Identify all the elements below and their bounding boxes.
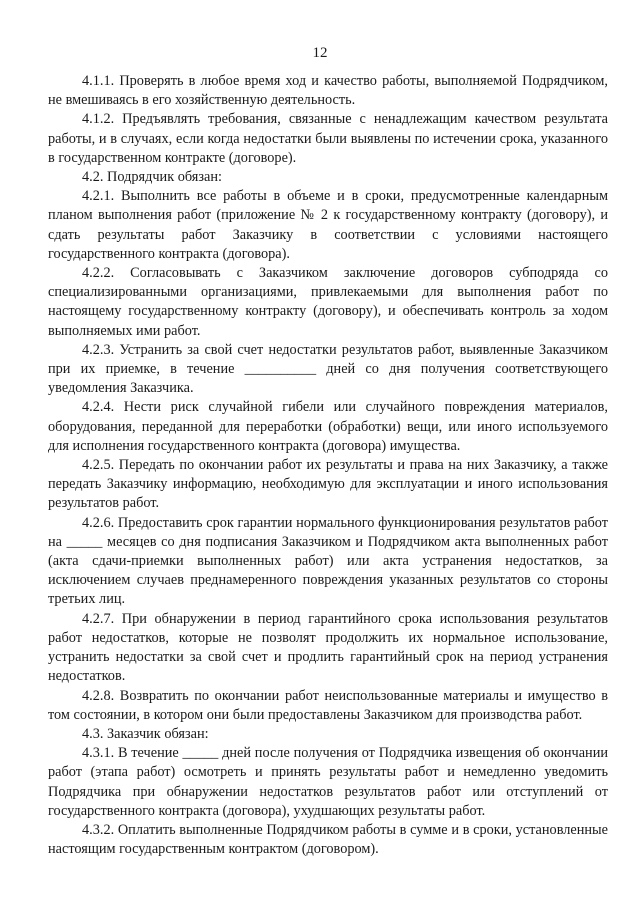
clause-4-3-2: 4.3.2. Оплатить выполненные Подрядчиком работы в сумме и в сроки, установленные настоящим государственным контрактом (договором).	[48, 821, 608, 858]
clause-4-2-heading: 4.2. Подрядчик обязан:	[82, 169, 222, 186]
clause-4-2-1: 4.2.1. Выполнить все работы в объеме и в сроки, предусмотренные календарным планом выполнения работ (приложение № 2 к государственному контракту (договору), и сдать результаты работ Заказчику в соответствии с условиями настоящего государственного контракта (договора).	[48, 188, 608, 262]
clause-4-1-2: 4.1.2. Предъявлять требования, связанные с ненадлежащим качеством результата работы, и в случаях, если когда недостатки были выявлены по истечении срока, указанного в государственном контракте (договоре).	[48, 111, 608, 166]
clause-4-2-4: 4.2.4. Нести риск случайной гибели или случайного повреждения материалов, оборудования, переданной для переработки (обработки) вещи, или иного используемого для исполнения государственного контракта (договора) имущества.	[48, 399, 608, 454]
document-body	[48, 72, 608, 859]
clause-4-3-heading: 4.3. Заказчик обязан:	[82, 725, 209, 742]
clause-4-2-5: 4.2.5. Передать по окончании работ их результаты и права на них Заказчику, а также передать Заказчику информацию, необходимую для эксплуатации и иного использования результатов работ.	[48, 457, 608, 512]
clause-4-2-8: 4.2.8. Возвратить по окончании работ неиспользованные материалы и имущество в том состоянии, в котором они были предоставлены Заказчиком для производства работ.	[48, 687, 608, 723]
page-number: 12	[312, 45, 328, 61]
clause-4-2-6: 4.2.6. Предоставить срок гарантии нормального функционирования результатов работ на _____ месяцев со дня подписания Заказчиком и Подрядчиком акта выполненных работ (акта сдачи-приемки выполненных работ) или акта устранения недостатков, за исключением случаев преднамеренного повреждения указанных результатов со стороны третьих лиц.	[48, 514, 608, 608]
clause-4-1-1: 4.1.1. Проверять в любое время ход и качество работы, выполняемой Подрядчиком, не вмешиваясь в его хозяйственную деятельность.	[48, 73, 608, 109]
clause-4-2-7: 4.2.7. При обнаружении в период гарантийного срока использования результатов работ недостатков, которые не позволят продолжить их нормальное использование, устранить недостатки за свой счет и продлить гарантийный срок на период устранения недостатков.	[48, 610, 608, 685]
clause-4-2-3: 4.2.3. Устранить за свой счет недостатки результатов работ, выявленные Заказчиком при их приемке, в течение __________ дней со дня получения соответствующего уведомления Заказчика.	[48, 341, 608, 397]
clause-4-3-1: 4.3.1. В течение _____ дней после получения от Подрядчика извещения об окончании работ (этапа работ) осмотреть и принять результаты работ и немедленно уведомить Подрядчика при обнаружении недостатков результатов работ или отступлений от государственного контракта (договора), ухудшающих результаты работ.	[48, 745, 608, 819]
clause-4-2-2: 4.2.2. Согласовывать с Заказчиком заключение договоров субподряда со специализированными организациями, привлекаемыми для выполнения работ по настоящему государственному контракту (договору), и обеспечивать контроль за ходом выполняемых ими работ.	[48, 265, 608, 339]
